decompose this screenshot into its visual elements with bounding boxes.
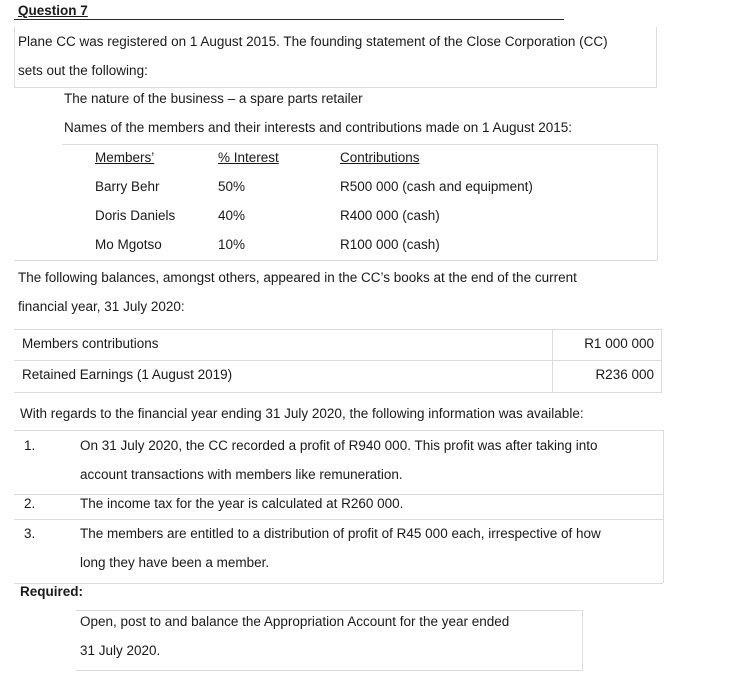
question-title: Question 7 — [18, 3, 88, 18]
member-interest: 10% — [218, 237, 246, 252]
frame-line — [14, 87, 657, 88]
item-number: 1. — [24, 438, 36, 453]
item-text: On 31 July 2020, the CC recorded a profit of R940 000. This profit was after taking into — [80, 438, 598, 453]
required-text-line-2: 31 July 2020. — [80, 643, 161, 658]
balance-value: R236 000 — [595, 367, 654, 382]
item-number: 2. — [24, 496, 36, 511]
table-line — [14, 329, 662, 330]
balance-value: R1 000 000 — [584, 336, 654, 351]
frame-line — [14, 494, 663, 495]
intro-line-1: Plane CC was registered on 1 August 2015. The founding statement of the Close Corporation (CC) — [18, 34, 608, 49]
frame-line — [62, 144, 658, 145]
frame-line — [14, 27, 15, 87]
members-intro: Names of the members and their interests and contributions made on 1 August 2015: — [64, 120, 573, 135]
frame-line — [663, 430, 664, 583]
title-rule — [14, 19, 564, 20]
member-name: Mo Mgotso — [95, 237, 162, 252]
table-line — [661, 329, 662, 392]
table-line — [552, 329, 553, 392]
interest-header: % Interest — [218, 150, 279, 165]
balances-intro-line-1: The following balances, amongst others, appeared in the CC’s books at the end of the current — [18, 270, 577, 285]
balance-label: Members contributions — [22, 336, 159, 351]
frame-line — [656, 27, 657, 87]
frame-line — [76, 670, 583, 671]
item-text: The income tax for the year is calculated at R260 000. — [80, 496, 404, 511]
member-name: Doris Daniels — [95, 208, 176, 223]
item-number: 3. — [24, 526, 36, 541]
frame-line — [14, 430, 663, 431]
frame-line — [582, 610, 583, 670]
balance-label: Retained Earnings (1 August 2019) — [22, 367, 233, 382]
item-text: account transactions with members like remuneration. — [80, 467, 403, 482]
contributions-header: Contributions — [340, 150, 420, 165]
frame-line — [14, 583, 663, 584]
member-contribution: R500 000 (cash and equipment) — [340, 179, 533, 194]
info-intro: With regards to the financial year ending 31 July 2020, the following information was available: — [20, 406, 584, 421]
frame-line — [14, 519, 663, 520]
intro-line-2: sets out the following: — [18, 63, 148, 78]
required-label: Required: — [20, 584, 84, 599]
member-contribution: R400 000 (cash) — [340, 208, 440, 223]
item-text: The members are entitled to a distribution of profit of R45 000 each, irrespective of how — [80, 526, 601, 541]
table-line — [14, 392, 662, 393]
item-text: long they have been a member. — [80, 555, 270, 570]
member-interest: 40% — [218, 208, 246, 223]
member-name: Barry Behr — [95, 179, 160, 194]
member-interest: 50% — [218, 179, 246, 194]
required-text-line-1: Open, post to and balance the Appropriation Account for the year ended — [80, 614, 510, 629]
business-nature: The nature of the business – a spare parts retailer — [64, 91, 363, 106]
table-line — [14, 360, 662, 361]
members-header: Members’ — [95, 150, 155, 165]
frame-line — [14, 260, 658, 261]
frame-line — [76, 610, 582, 611]
balances-intro-line-2: financial year, 31 July 2020: — [18, 299, 185, 314]
frame-line — [657, 144, 658, 260]
member-contribution: R100 000 (cash) — [340, 237, 440, 252]
